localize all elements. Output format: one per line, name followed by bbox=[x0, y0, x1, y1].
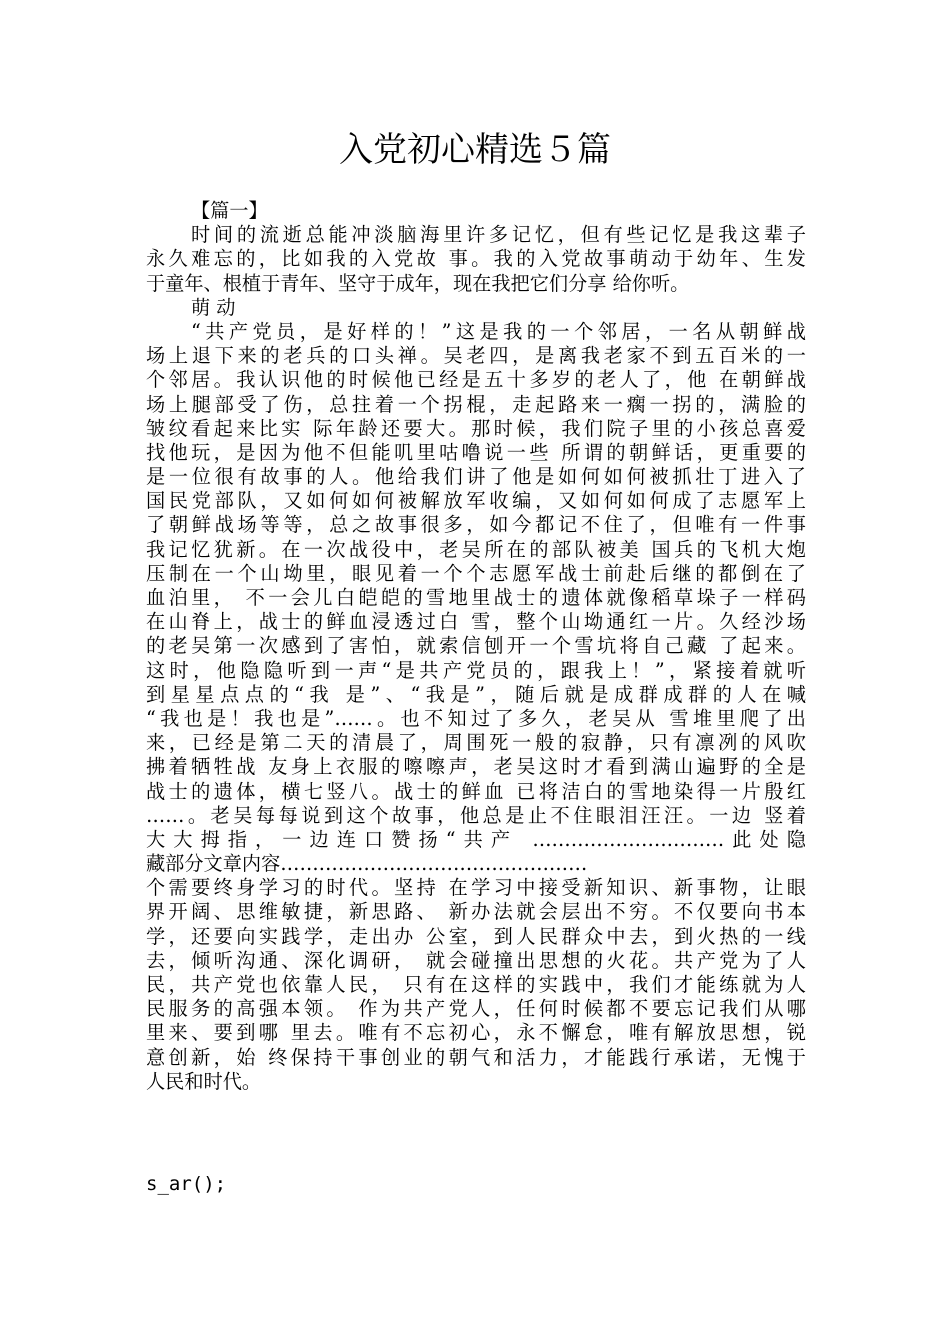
text-line: 这时，他隐隐听到一声“是共产党员的，跟我上！”，紧接着就听 bbox=[146, 658, 806, 682]
text-line: 个需要终身学习的时代。坚持 在学习中接受新知识、新事物，让眼 bbox=[146, 876, 806, 900]
text-line: 民，共产党也依靠人民， 只有在这样的实践中，我们才能练就为人 bbox=[146, 973, 806, 996]
text-line: 于童年、根植于青年、坚守于成年，现在我把它们分享 给你听。 bbox=[146, 271, 690, 295]
text-line: 是一位很有故事的人。他给我们讲了他是如何如何被抓壮丁进入了 bbox=[146, 465, 806, 489]
text-line: 去，倾听沟通、深化调研， 就会碰撞出思想的火花。共产党为了人 bbox=[146, 948, 806, 972]
script-code-text: s_ar(); bbox=[146, 1173, 227, 1195]
text-line: 我记忆犹新。在一次战役中，老吴所在的部队被美 国兵的飞机大炮 bbox=[146, 537, 806, 561]
text-line: 血泊里， 不一会儿白皑皑的雪地里战士的遗体就像稻草垛子一样码 bbox=[146, 586, 806, 609]
text-line: 来，已经是第二天的清晨了，周围死一般的寂静，只有凛冽的风吹 bbox=[146, 731, 806, 755]
text-line: 战士的遗体，横七竖八。战士的鲜血 已将洁白的雪地染得一片殷红 bbox=[146, 779, 806, 803]
text-line: 在山脊上，战士的鲜血浸透过白 雪，整个山坳通红一片。久经沙场 bbox=[146, 610, 806, 634]
text-line: 到星星点点的“我 是”、“我是”，随后就是成群成群的人在喊 bbox=[146, 682, 806, 706]
text-line: 找他玩，是因为他不但能叽里咕噜说一些 所谓的朝鲜话，更重要的 bbox=[146, 440, 806, 464]
text-line: “共产党员，是好样的！”这是我的一个邻居，一名从朝鲜战 bbox=[191, 319, 806, 343]
text-line: 个邻居。我认识他的时候他已经是五十多岁的老人了，他 在朝鲜战 bbox=[146, 368, 806, 392]
text-line: 人民和时代。 bbox=[146, 1069, 262, 1093]
text-line: 国民党部队，又如何如何被解放军收编，又如何如何成了志愿军上 bbox=[146, 489, 806, 513]
hidden-content-notice: 藏部分文章内容………………………………………… bbox=[146, 852, 588, 876]
text-line: 民服务的高强本领。 作为共产党人，任何时候都不要忘记我们从哪 bbox=[146, 997, 806, 1021]
text-line: 场上腿部受了伤，总拄着一个拐棍，走起路来一瘸一拐的，满脸的 bbox=[146, 392, 806, 416]
text-line: ……。老吴每每说到这个故事，他总是止不住眼泪汪汪。一边 竖着 bbox=[146, 803, 806, 827]
text-line: 大大拇指，一边连口赞扬“共产 …………………………此处隐 bbox=[146, 827, 806, 851]
text-line: 学，还要向实践学，走出办 公室，到人民群众中去，到火热的一线 bbox=[146, 924, 806, 948]
text-line: 皱纹看起来比实 际年龄还要大。那时候，我们院子里的小孩总喜爱 bbox=[146, 416, 806, 440]
article-body bbox=[146, 199, 806, 1094]
subheading: 萌 动 bbox=[191, 295, 236, 319]
text-line: 时间的流逝总能冲淡脑海里许多记忆，但有些记忆是我这辈子 bbox=[191, 223, 806, 247]
section-heading: 【篇一】 bbox=[191, 199, 268, 222]
text-line: 场上退下来的老兵的口头禅。吴老四，是离我老家不到五百米的一 bbox=[146, 344, 806, 368]
text-line: “我也是！我也是”……。也不知过了多久，老吴从 雪堆里爬了出 bbox=[146, 706, 806, 730]
text-line: 的老吴第一次感到了害怕，就索信刨开一个雪坑将自己藏 了起来。 bbox=[146, 634, 806, 658]
text-line: 了朝鲜战场等等，总之故事很多，如今都记不住了，但唯有一件事 bbox=[146, 513, 806, 537]
text-line: 界开阔、思维敏捷，新思路、 新办法就会层出不穷。不仅要向书本 bbox=[146, 900, 806, 924]
document-title: 入党初心精选５篇 bbox=[339, 130, 611, 170]
text-line: 永久难忘的，比如我的入党故 事。我的入党故事萌动于幼年、生发 bbox=[146, 247, 806, 271]
text-line: 拂着牺牲战 友身上衣服的嚓嚓声，老吴这时才看到满山遍野的全是 bbox=[146, 755, 806, 779]
text-line: 里来、要到哪 里去。唯有不忘初心，永不懈怠，唯有解放思想，锐 bbox=[146, 1021, 806, 1045]
text-line: 意创新，始 终保持干事创业的朝气和活力，才能践行承诺，无愧于 bbox=[146, 1045, 806, 1069]
text-line: 压制在一个山坳里，眼见着一个个志愿军战士前赴后继的都倒在了 bbox=[146, 561, 806, 585]
